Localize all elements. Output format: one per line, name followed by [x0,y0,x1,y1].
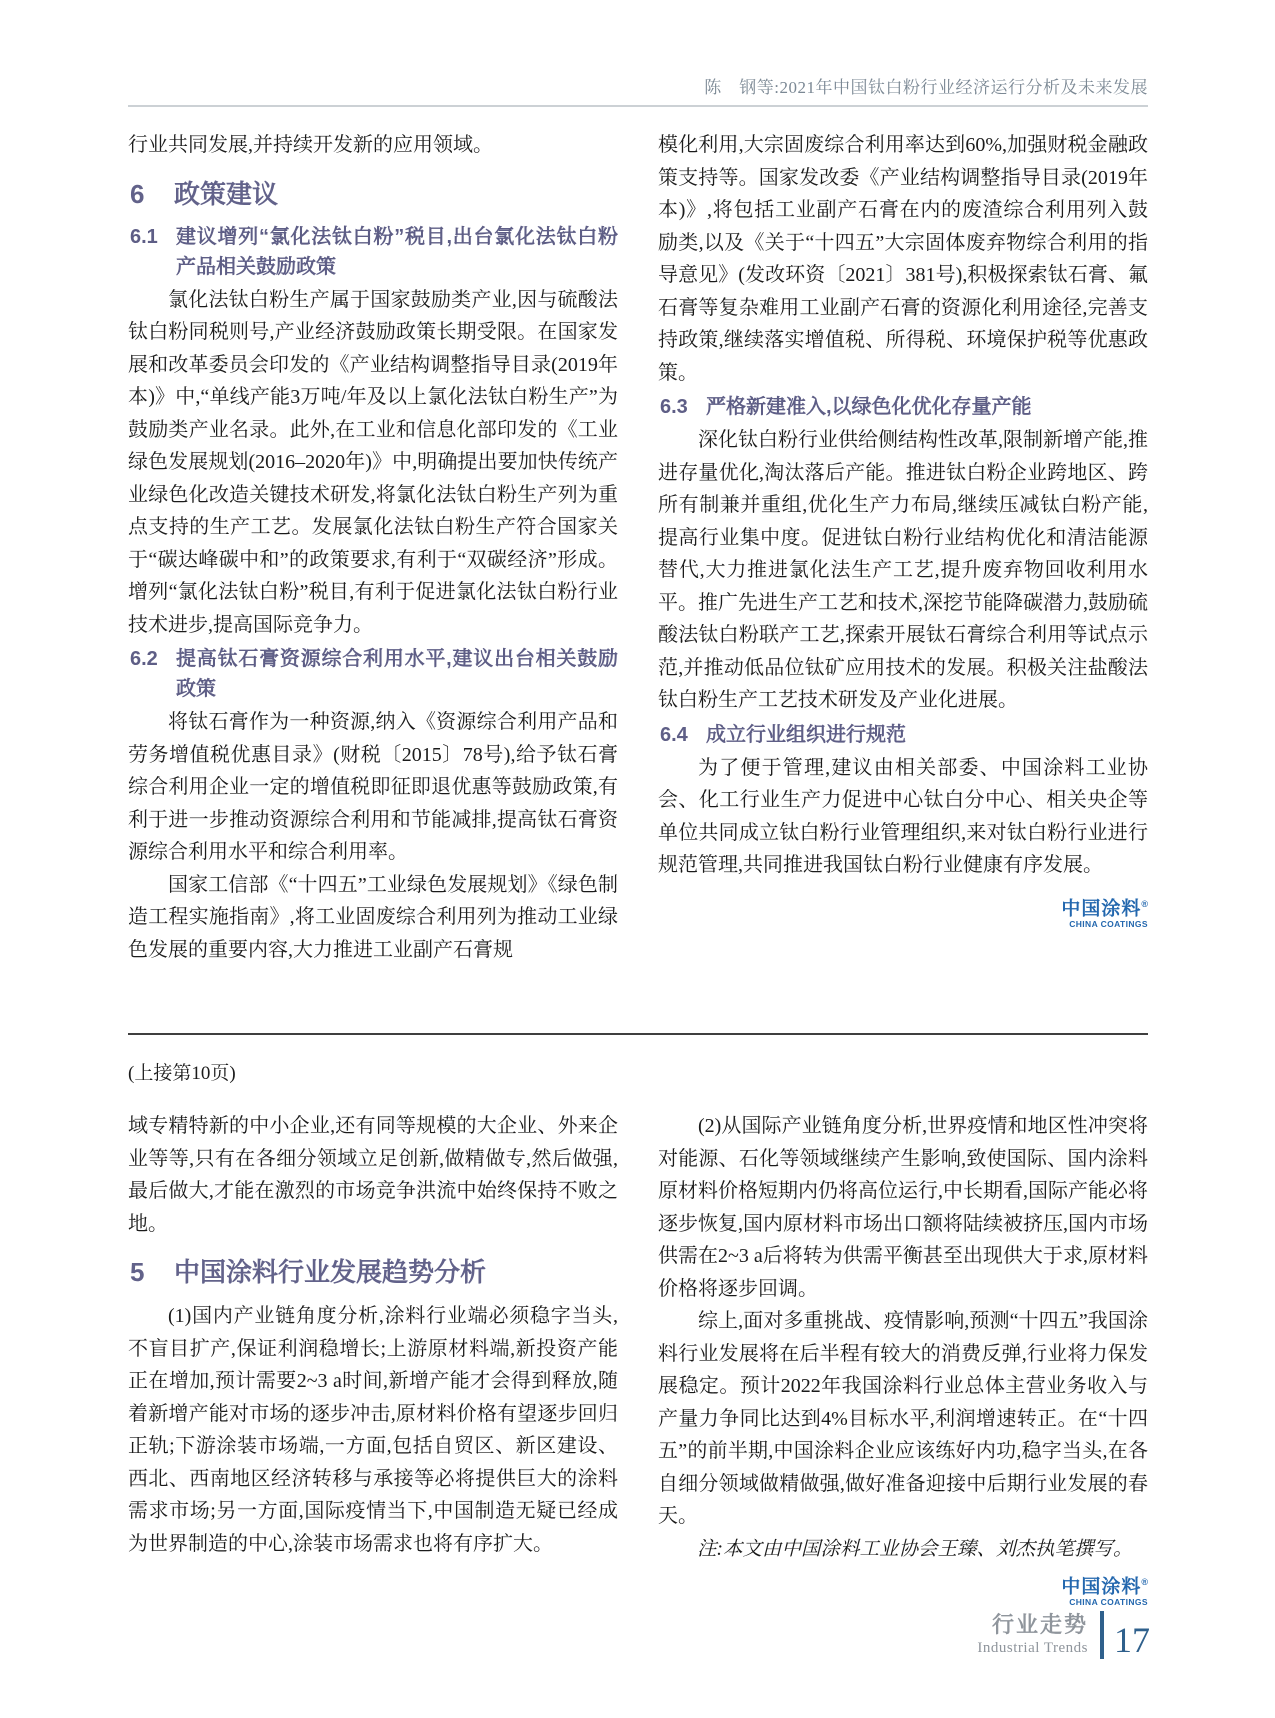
continued-from-note: (上接第10页) [128,1063,236,1084]
running-title: 陈 钢等:2021年中国钛白粉行业经济运行分析及未来发展 [704,78,1148,97]
paragraph: 将钛石膏作为一种资源,纳入《资源综合利用产品和劳务增值税优惠目录》(财税〔2015〕78号),给予钛石膏综合利用企业一定的增值税即征即退优惠等鼓励政策,有利于进一步推动资源综合利用和节能减排,提高钛石膏资源综合利用水平和综合利用率。 [128,711,618,863]
subsection-title: 成立行业组织进行规范 [706,723,906,746]
footer-section-en: Industrial Trends [977,1640,1088,1656]
article1-right-column [658,129,1148,966]
paragraph: 国家工信部《“十四五”工业绿色发展规划》《绿色制造工程实施指南》,将工业固废综合利用列为推动工业绿色发展的重要内容,大力推进工业副产石膏规 [128,873,618,961]
subsection-heading-6-2 [130,644,618,704]
paragraph: 模化利用,大宗固废综合利用率达到60%,加强财税金融政策支持等。国家发改委《产业结构调整指导目录(2019年本)》,将包括工业副产石膏在内的废渣综合利用列入鼓励类,以及《关于“十四五”大宗固体废弃物综合利用的指导意见》(发改环资〔2021〕381号),积极探索钛石膏、氟石膏等复杂难用工业副产石膏的资源化利用途径,完善支持政策,继续落实增值税、所得税、环境保护税等优惠政策。 [658,134,1148,384]
article1-left-column [128,129,618,966]
subsection-number: 6.4 [660,723,688,746]
article2-right-column [658,1110,1148,1608]
paragraph: 域专精特新的中小企业,还有同等规模的大企业、外来企业等等,只有在各细分领域立足创新,做精做专,然后做强,最后做大,才能在激烈的市场竞争洪流中始终保持不败之地。 [128,1115,618,1235]
paragraph: 深化钛白粉行业供给侧结构性改革,限制新增产能,推进存量优化,淘汰落后产能。推进钛白粉企业跨地区、跨所有制兼并重组,优化生产力布局,继续压减钛白粉产能,提高行业集中度。促进钛白粉行业结构优化和清洁能源替代,大力推进氯化法生产工艺,提升废弃物回收利用水平。推广先进生产工艺和技术,深挖节能降碳潜力,鼓励硫酸法钛白粉联产工艺,探索开展钛石膏综合利用等试点示范,并推动低品位钛矿应用技术的发展。积极关注盐酸法钛白粉生产工艺技术研发及产业化进展。 [658,429,1148,711]
page-footer [977,1606,1150,1664]
subsection-heading-6-4 [660,720,1148,750]
registered-mark-icon: ® [1141,898,1148,909]
paragraph: (1)国内产业链角度分析,涂料行业端必须稳字当头,不盲目扩产,保证利润稳增长;上游原材料端,新投资产能正在增加,预计需要2~3 a时间,新增产能才会得到释放,随着新增产能对市场的逐步冲击,原材料价格有望逐步回归正轨;下游涂装市场端,一方面,包括自贸区、新区建设、西北、西南地区经济转移与承接等必将提供巨大的涂料需求市场;另一方面,国际疫情当下,中国制造无疑已经成为世界制造的中心,涂装市场需求也将有序扩大。 [128,1305,618,1555]
article-coatings-trends [128,1062,1148,1608]
footer-section-labels [977,1612,1088,1658]
subsection-title: 严格新建准入,以绿色化优化存量产能 [706,396,1032,418]
logo-cn-text: 中国涂料® [1061,897,1148,919]
paragraph: 行业共同发展,并持续开发新的应用领域。 [128,134,493,156]
subsection-heading-6-1 [130,222,618,282]
china-coatings-logo [658,1572,1148,1608]
logo-en-text: CHINA COATINGS [1069,1596,1148,1607]
subsection-number: 6.2 [130,648,158,670]
registered-mark-icon: ® [1141,1576,1148,1587]
article2-left-column [128,1110,618,1608]
running-head [128,78,1148,107]
author-note: 注:本文由中国涂料工业协会王臻、刘杰执笔撰写。 [697,1538,1133,1560]
section-heading-6 [130,177,618,211]
paragraph: (2)从国际产业链角度分析,世界疫情和地区性冲突将对能源、石化等领域继续产生影响,致使国际、国内涂料原材料价格短期内仍将高位运行,中长期看,国际产能必将逐步恢复,国内原材料市场出口额将陆续被挤压,国内市场供需在2~3 a后将转为供需平衡甚至出现供大于求,原材料价格将逐步回调。 [658,1115,1148,1300]
article-titanium-dioxide [128,129,1148,966]
paragraph: 氯化法钛白粉生产属于国家鼓励类产业,因与硫酸法钛白粉同税则号,产业经济鼓励政策长期受限。在国家发展和改革委员会印发的《产业结构调整指导目录(2019年本)》中,“单线产能3万吨/年及以上氯化法钛白粉生产”为鼓励类产业名录。此外,在工业和信息化部印发的《工业绿色发展规划(2016–2020年)》中,明确提出要加快传统产业绿色化改造关键技术研发,将氯化法钛白粉生产列为重点支持的生产工艺。发展氯化法钛白粉生产符合国家关于“碳达峰碳中和”的政策要求,有利于“双碳经济”形成。增列“氯化法钛白粉”税目,有利于促进氯化法钛白粉行业技术进步,提高国际竞争力。 [128,288,618,636]
logo-cn-text: 中国涂料® [1061,1575,1148,1597]
section-title: 中国涂料行业发展趋势分析 [174,1257,487,1287]
paragraph: 为了便于管理,建议由相关部委、中国涂料工业协会、化工行业生产力促进中心钛白分中心、相关央企等单位共同成立钛白粉行业管理组织,来对钛白粉行业进行规范管理,共同推进我国钛白粉行业健康有序发展。 [658,756,1148,876]
subsection-title: 建议增列“氯化法钛白粉”税目,出台氯化法钛白粉产品相关鼓励政策 [176,225,618,278]
section-heading-5 [130,1255,618,1289]
article-divider [128,1033,1148,1035]
footer-section-cn: 行业走势 [991,1612,1088,1637]
section-number: 6 [130,178,145,209]
subsection-number: 6.3 [660,396,688,418]
subsection-heading-6-3 [660,392,1148,422]
section-number: 5 [130,1257,145,1287]
subsection-number: 6.1 [130,225,158,248]
page-number: 17 [1114,1620,1150,1660]
logo-en-text: CHINA COATINGS [1069,918,1148,929]
china-coatings-logo [658,894,1148,930]
subsection-title: 提高钛石膏资源综合利用水平,建议出台相关鼓励政策 [176,648,618,700]
section-title: 政策建议 [174,178,279,209]
paragraph: 综上,面对多重挑战、疫情影响,预测“十四五”我国涂料行业发展将在后半程有较大的消费反弹,行业将力保发展稳定。预计2022年我国涂料行业总体主营业务收入与产量力争同比达到4%目标水平,利润增速转正。在“十四五”的前半期,中国涂料企业应该练好内功,稳字当头,在各自细分领域做精做强,做好准备迎接中后期行业发展的春天。 [658,1310,1148,1527]
footer-accent-bar [1100,1611,1104,1659]
header-rule [128,105,1148,107]
